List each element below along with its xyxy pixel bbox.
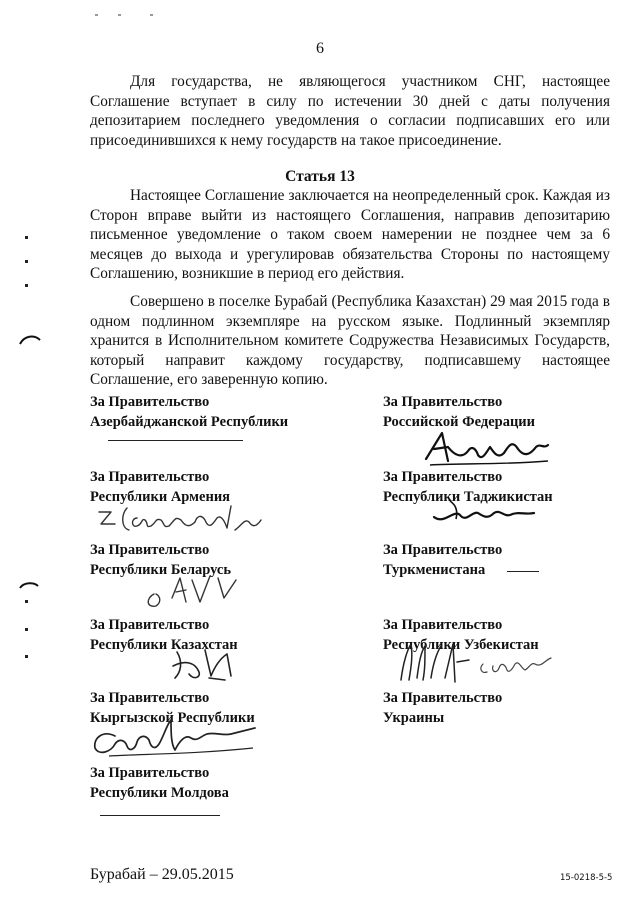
punch-dot bbox=[25, 600, 28, 603]
signatory-moldova bbox=[90, 764, 229, 803]
signature-line-turkmenistan bbox=[507, 571, 539, 572]
signatory-country: Республики Молдова bbox=[90, 784, 229, 801]
signatory-prefix: За Правительство bbox=[90, 542, 210, 558]
page-number: 6 bbox=[316, 40, 324, 57]
signatory-prefix: За Правительство bbox=[383, 469, 503, 485]
footer-place-date: Бурабай – 29.05.2015 bbox=[90, 866, 234, 883]
signatory-turkmenistan bbox=[383, 541, 502, 580]
signature-russia bbox=[420, 425, 555, 470]
signatory-country: Азербайджанской Республики bbox=[90, 413, 289, 430]
scan-speck bbox=[118, 14, 121, 16]
signatory-prefix: За Правительство bbox=[383, 617, 503, 633]
signatory-prefix: За Правительство bbox=[90, 690, 210, 706]
paragraph-done-at: Совершено в поселке Бурабай (Республика Казахстан) 29 мая 2015 года в одном подлинном экземпляре на русском языке. Подлинный экземпляр хранится в Исполнительном комитете Содружества Независимых Государств, который направит каждому государству, подписавшему настоящее Соглашение, его заверенную копию. bbox=[90, 293, 610, 389]
signature-tajikistan bbox=[430, 495, 540, 530]
signatory-prefix: За Правительство bbox=[90, 765, 210, 781]
signatory-ukraine bbox=[383, 689, 502, 728]
signature-belarus bbox=[140, 568, 265, 613]
signature-kazakhstan bbox=[165, 642, 245, 687]
signatory-country: Республики Таджикистан bbox=[383, 488, 553, 505]
punch-dot bbox=[25, 655, 28, 658]
punch-dot bbox=[25, 260, 28, 263]
paragraph-entry-into-force: Для государства, не являющегося участником СНГ, настоящее Соглашение вступает в силу по истечении 30 дней с даты получения депозитарием последнего уведомления о согласии подписавших его или присоединившихся к нему государств на такое присоединение. bbox=[90, 73, 610, 149]
signatory-country: Туркменистана bbox=[383, 561, 486, 578]
signatory-country: Украины bbox=[383, 709, 445, 726]
signature-kyrgyzstan bbox=[85, 712, 260, 762]
signature-line-azerbaijan bbox=[108, 440, 243, 441]
margin-bracket-mark bbox=[18, 332, 42, 346]
scan-speck bbox=[95, 14, 98, 16]
article-heading: Статья 13 bbox=[285, 168, 355, 185]
paragraph-article-13: Настоящее Соглашение заключается на неопределенный срок. Каждая из Сторон вправе выйти из настоящего Соглашения, направив депозитарию письменное уведомление о таком своем намерении не позднее чем за 6 месяцев до выхода и урегулировав обязательства Стороны по настоящему Соглашению, возникшие в период его действия. bbox=[90, 187, 610, 283]
signatory-country: Республики Узбекистан bbox=[383, 636, 539, 653]
signatory-country: Республики Казахстан bbox=[90, 636, 238, 653]
signatory-country: Российской Федерации bbox=[383, 413, 536, 430]
signatory-prefix: За Правительство bbox=[90, 617, 210, 633]
signature-uzbekistan bbox=[395, 638, 570, 686]
signatory-prefix: За Правительство bbox=[383, 394, 503, 410]
margin-bracket-mark bbox=[18, 578, 42, 592]
signatory-prefix: За Правительство bbox=[90, 469, 210, 485]
signature-armenia bbox=[85, 500, 270, 538]
signatory-azerbaijan bbox=[90, 393, 288, 432]
punch-dot bbox=[25, 236, 28, 239]
footer-doc-code: 15-0218-5-5 bbox=[560, 873, 613, 883]
signatory-country: Республики Армения bbox=[90, 488, 231, 505]
signatory-country: Кыргызской Республики bbox=[90, 709, 255, 726]
signatory-prefix: За Правительство bbox=[383, 542, 503, 558]
signatory-country: Республики Беларусь bbox=[90, 561, 232, 578]
signatory-prefix: За Правительство bbox=[90, 394, 210, 410]
signature-line-moldova bbox=[100, 815, 220, 816]
punch-dot bbox=[25, 628, 28, 631]
signatory-prefix: За Правительство bbox=[383, 690, 503, 706]
scan-speck bbox=[150, 14, 153, 16]
punch-dot bbox=[25, 284, 28, 287]
